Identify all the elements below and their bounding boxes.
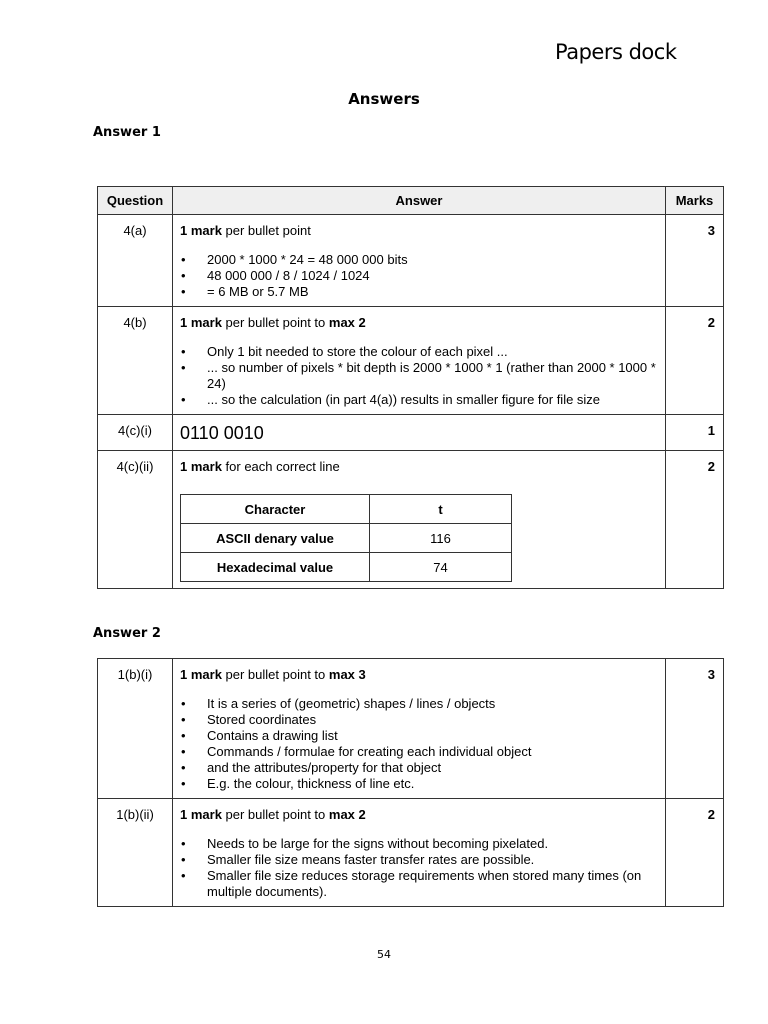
question-number: 4(a) xyxy=(98,215,173,307)
answer-1-mark-scheme-table xyxy=(97,186,724,589)
mark-instruction-bold: 1 mark xyxy=(180,223,222,238)
mark-instruction-bold: 1 mark xyxy=(180,315,222,330)
bullet-list xyxy=(180,836,659,900)
marks-value: 2 xyxy=(666,799,724,907)
answer-1-heading: Answer 1 xyxy=(93,125,161,140)
page-title: Answers xyxy=(348,90,420,108)
table-row xyxy=(98,451,724,589)
inner-value: t xyxy=(370,495,512,524)
list-item: • 48 000 000 / 8 / 1024 / 1024 xyxy=(207,268,659,284)
question-number: 4(c)(ii) xyxy=(98,451,173,589)
marks-value: 3 xyxy=(666,215,724,307)
bullet-list xyxy=(180,696,659,792)
list-item: • Smaller file size reduces storage requirements when stored many times (on multiple documents). xyxy=(207,868,659,900)
answer-cell xyxy=(173,799,666,907)
list-item: • Stored coordinates xyxy=(207,712,659,728)
page-number: 54 xyxy=(377,948,391,961)
mark-instruction-text: for each correct line xyxy=(221,459,340,474)
mark-instruction-bold: 1 mark xyxy=(180,667,222,682)
inner-table-row xyxy=(181,495,512,524)
answer-cell xyxy=(173,215,666,307)
mark-instruction-max: max 2 xyxy=(328,807,366,822)
inner-value: 116 xyxy=(370,524,512,553)
column-header-answer: Answer xyxy=(173,187,666,215)
question-number: 1(b)(i) xyxy=(98,659,173,799)
list-item: • ... so number of pixels * bit depth is 2000 * 1000 * 1 (rather than 2000 * 1000 * 24) xyxy=(207,360,659,392)
answer-cell xyxy=(173,307,666,415)
brand-logo-text: Papers dock xyxy=(555,40,677,64)
table-row xyxy=(98,659,724,799)
list-item: • = 6 MB or 5.7 MB xyxy=(207,284,659,300)
mark-instruction-bold: 1 mark xyxy=(180,459,222,474)
answer-cell xyxy=(173,451,666,589)
mark-instruction-text: per bullet point xyxy=(221,223,311,238)
character-conversion-table xyxy=(180,494,512,582)
marks-value: 2 xyxy=(666,307,724,415)
list-item: • Smaller file size means faster transfer rates are possible. xyxy=(207,852,659,868)
table-row xyxy=(98,415,724,451)
inner-label: ASCII denary value xyxy=(181,524,370,553)
list-item: • Only 1 bit needed to store the colour of each pixel ... xyxy=(207,344,659,360)
inner-label: Character xyxy=(181,495,370,524)
mark-instruction xyxy=(180,315,659,330)
table-row xyxy=(98,215,724,307)
bullet-list xyxy=(180,252,659,300)
mark-instruction-max: max 2 xyxy=(328,315,366,330)
mark-instruction-bold: 1 mark xyxy=(180,807,222,822)
list-item: • Contains a drawing list xyxy=(207,728,659,744)
marks-value: 1 xyxy=(666,415,724,451)
column-header-question: Question xyxy=(98,187,173,215)
question-number: 1(b)(ii) xyxy=(98,799,173,907)
inner-table-row xyxy=(181,553,512,582)
list-item: • It is a series of (geometric) shapes / lines / objects xyxy=(207,696,659,712)
mark-instruction-text: per bullet point to xyxy=(221,667,329,682)
mark-instruction-text: per bullet point to xyxy=(221,315,329,330)
table-header-row xyxy=(98,187,724,215)
list-item: • E.g. the colour, thickness of line etc. xyxy=(207,776,659,792)
table-row xyxy=(98,799,724,907)
bullet-list xyxy=(180,344,659,408)
list-item: • 2000 * 1000 * 24 = 48 000 000 bits xyxy=(207,252,659,268)
marks-value: 3 xyxy=(666,659,724,799)
list-item: • Needs to be large for the signs without becoming pixelated. xyxy=(207,836,659,852)
inner-value: 74 xyxy=(370,553,512,582)
inner-table-row xyxy=(181,524,512,553)
list-item: • ... so the calculation (in part 4(a)) results in smaller figure for file size xyxy=(207,392,659,408)
mark-instruction-max: max 3 xyxy=(328,667,366,682)
table-row xyxy=(98,307,724,415)
answer-binary-value: 0110 0010 xyxy=(173,415,666,451)
mark-instruction xyxy=(180,807,659,822)
list-item: • and the attributes/property for that object xyxy=(207,760,659,776)
mark-instruction xyxy=(180,459,659,474)
column-header-marks: Marks xyxy=(666,187,724,215)
list-item: • Commands / formulae for creating each individual object xyxy=(207,744,659,760)
question-number: 4(b) xyxy=(98,307,173,415)
marks-value: 2 xyxy=(666,451,724,589)
mark-instruction xyxy=(180,223,659,238)
mark-instruction xyxy=(180,667,659,682)
mark-instruction-text: per bullet point to xyxy=(221,807,329,822)
answer-2-mark-scheme-table xyxy=(97,658,724,907)
question-number: 4(c)(i) xyxy=(98,415,173,451)
answer-2-heading: Answer 2 xyxy=(93,626,161,641)
answer-cell xyxy=(173,659,666,799)
inner-label: Hexadecimal value xyxy=(181,553,370,582)
